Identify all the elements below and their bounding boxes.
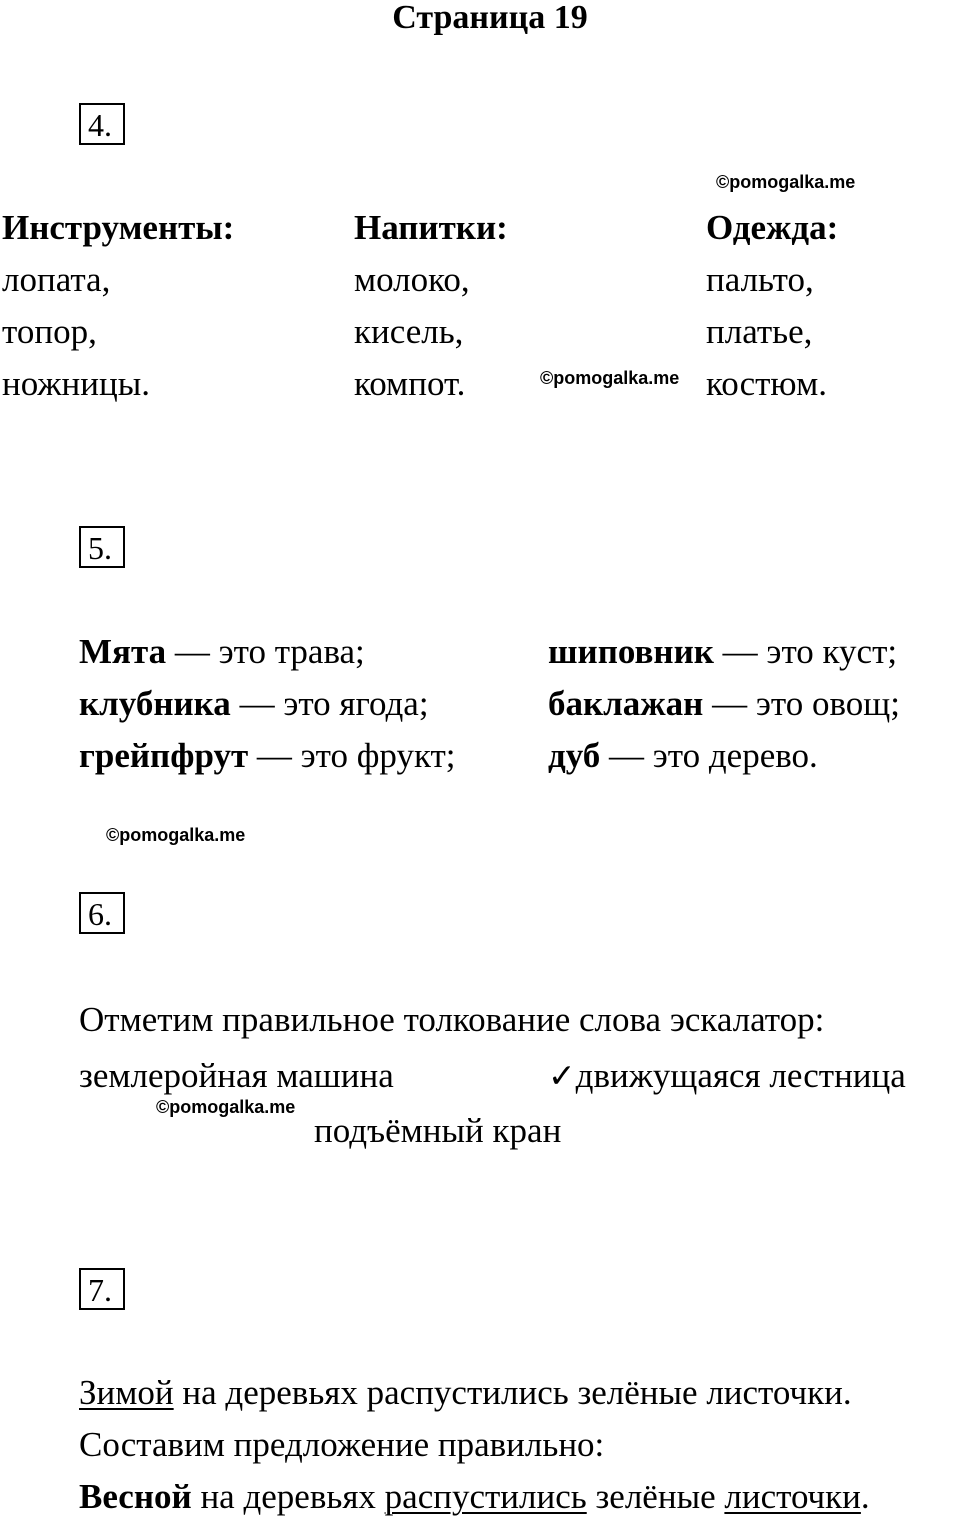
column-heading: Инструменты: (2, 208, 235, 247)
task-7-wrong-sentence (79, 1373, 852, 1413)
list-item (79, 736, 456, 776)
task-6-option-1: землеройная машина (79, 1056, 394, 1095)
list-item: платье, (706, 312, 813, 351)
definition: — это ягода; (230, 684, 429, 723)
check-mark-icon: ✓ (548, 1056, 576, 1095)
list-item: компот. (354, 364, 466, 403)
list-item (79, 684, 456, 724)
bold-word: Мята (79, 632, 167, 671)
bold-word: клубника (79, 684, 231, 723)
list-item (548, 736, 900, 776)
underlined-word: распустились (384, 1477, 587, 1516)
task-6-option-3: подъёмный кран (314, 1111, 562, 1150)
watermark: ©pomogalka.me (156, 1097, 296, 1117)
watermark: ©pomogalka.me (106, 825, 246, 845)
task-6-question: Отметим правильное толкование слова эскалатор: (79, 1000, 825, 1039)
task-4-column-drinks (354, 208, 508, 404)
sentence-part: . (860, 1477, 870, 1516)
list-item (548, 684, 900, 724)
definition: — это трава; (166, 632, 365, 671)
bold-word: баклажан (548, 684, 704, 723)
task-4-column-clothes (706, 208, 838, 404)
list-item: ножницы. (2, 364, 150, 403)
bold-word: дуб (548, 736, 601, 775)
underlined-word: листочки (724, 1477, 861, 1516)
column-heading: Напитки: (354, 208, 508, 247)
option-label: движущаяся лестница (575, 1056, 906, 1095)
task-7-correct-sentence (79, 1477, 870, 1517)
list-item: кисель, (354, 312, 464, 351)
task-5-number: 5. (79, 526, 125, 568)
definition: — это куст; (713, 632, 898, 671)
sentence-rest: на деревьях распустились зелёные листочки. (173, 1373, 852, 1412)
watermark: ©pomogalka.me (716, 172, 856, 192)
sentence-part: на деревьях (191, 1477, 385, 1516)
list-item: костюм. (706, 364, 828, 403)
list-item (79, 632, 456, 672)
sentence-part: зелёные (586, 1477, 725, 1516)
watermark: ©pomogalka.me (540, 368, 680, 388)
definition: — это овощ; (703, 684, 900, 723)
list-item: пальто, (706, 260, 814, 299)
task-6-option-2 (548, 1056, 906, 1096)
definition: — это дерево. (600, 736, 818, 775)
list-item: молоко, (354, 260, 470, 299)
task-4-number: 4. (79, 103, 125, 145)
list-item: топор, (2, 312, 97, 351)
task-4-column-tools (2, 208, 234, 404)
list-item: лопата, (2, 260, 111, 299)
task-5-left-list (79, 632, 456, 776)
task-7-number: 7. (79, 1268, 125, 1310)
task-7-instruction: Составим предложение правильно: (79, 1425, 605, 1464)
page-title: Страница 19 (392, 0, 588, 36)
task-6-number: 6. (79, 892, 125, 934)
bold-word: грейпфрут (79, 736, 249, 775)
list-item (548, 632, 900, 672)
definition: — это фрукт; (248, 736, 456, 775)
underlined-word: Зимой (79, 1373, 174, 1412)
bold-word: Весной (79, 1477, 192, 1516)
column-heading: Одежда: (706, 208, 839, 247)
task-5-right-list (548, 632, 900, 776)
bold-word: шиповник (548, 632, 714, 671)
